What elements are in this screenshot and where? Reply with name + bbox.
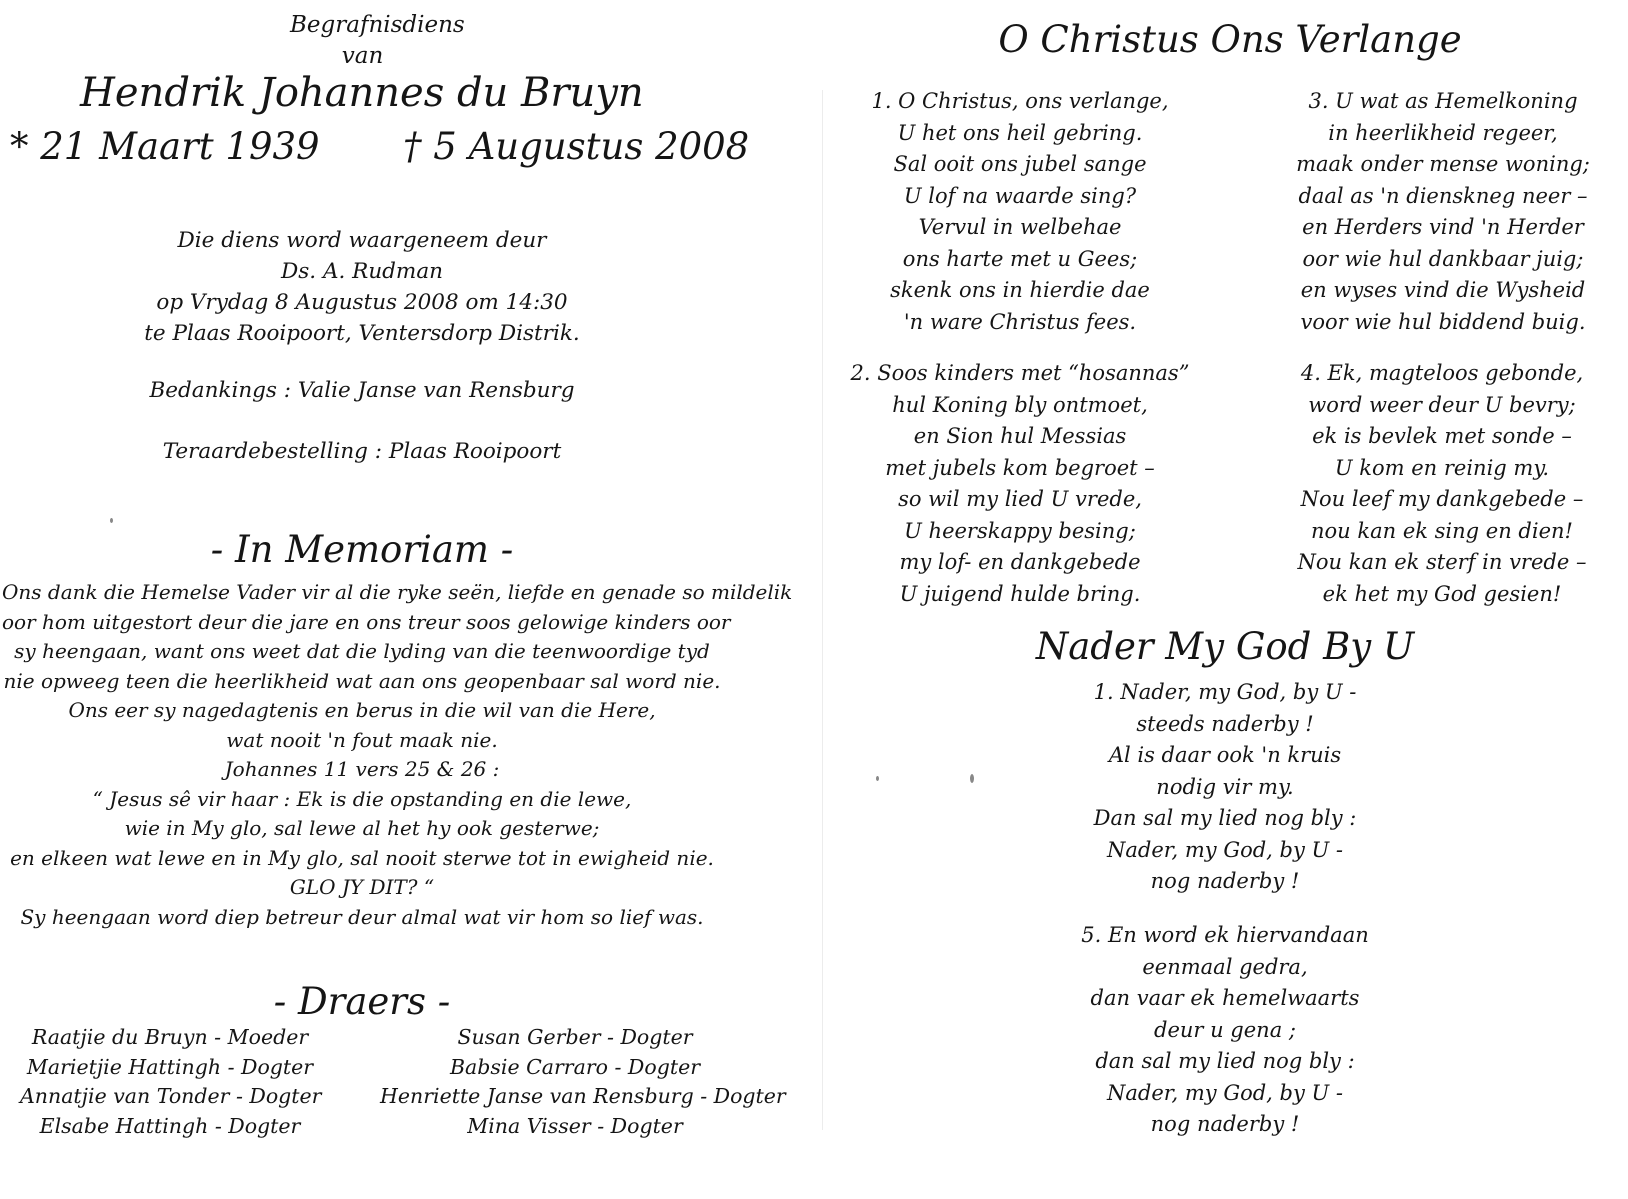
verse-line: nog naderby !	[1150, 869, 1300, 893]
bearer: Raatjie du Bruyn - Moeder	[31, 1025, 309, 1049]
verse-line: ek is bevlek met sonde –	[1312, 424, 1572, 448]
bearers-heading: - Draers -	[273, 980, 451, 1023]
verse-line: 3. U wat as Hemelkoning	[1308, 89, 1578, 113]
verse-line: U het ons heil gebring.	[897, 120, 1143, 145]
bearers-list-right	[380, 1023, 786, 1141]
service-details	[132, 225, 592, 349]
verse-line: Sal ooit ons jubel sange	[893, 152, 1147, 176]
memoriam-line: Ons dank die Hemelse Vader vir al die ryke seën, liefde en genade so mildelik	[2, 580, 793, 604]
verse-line: dan sal my lied nog bly :	[1095, 1049, 1355, 1073]
verse-line: en Sion hul Messias	[913, 424, 1127, 448]
service-title: Begrafnisdiens	[290, 12, 465, 38]
memoriam-heading: - In Memoriam -	[210, 528, 514, 571]
verse-line: steeds naderby !	[1136, 711, 1314, 736]
verse-line: Dan sal my lied nog bly :	[1093, 806, 1357, 830]
memoriam-line: nie opweeg teen die heerlikheid wat aan ons geopenbaar sal word nie.	[3, 668, 721, 693]
service-detail-line: op Vrydag 8 Augustus 2008 om 14:30	[156, 290, 568, 315]
memoriam-line: Sy heengaan word diep betreur deur almal wat vir hom so lief was.	[20, 904, 704, 929]
verse-line: deur u gena ;	[1154, 1017, 1296, 1042]
bearer: Mina Visser - Dogter	[467, 1113, 683, 1138]
memoriam-line: GLO JY DIT? “	[289, 875, 435, 899]
bearer: Elsabe Hattingh - Dogter	[39, 1113, 301, 1138]
verse-line: 4. Ek, magteloos gebonde,	[1300, 361, 1584, 385]
memoriam-line: “ Jesus sê vir haar : Ek is die opstanding en die lewe,	[92, 786, 632, 811]
right-page	[810, 0, 1628, 1199]
verse-line: nodig vir my.	[1156, 774, 1294, 799]
verse-line: dan vaar ek hemelwaarts	[1090, 986, 1360, 1010]
service-detail-line: Ds. A. Rudman	[281, 259, 443, 284]
verse-line: voor wie hul biddend buig.	[1300, 309, 1586, 334]
bearer: Marietjie Hattingh - Dogter	[26, 1054, 314, 1079]
deceased-name: Hendrik Johannes du Bruyn	[80, 70, 644, 116]
service-of: van	[341, 43, 384, 69]
memoriam-line: en elkeen wat lewe en in My glo, sal nooit sterwe tot in ewigheid nie.	[10, 845, 714, 870]
verse-line: met jubels kom begroet –	[885, 455, 1155, 480]
verse-line: so wil my lied U vrede,	[898, 487, 1142, 511]
verse-line: en Herders vind 'n Herder	[1302, 215, 1584, 239]
verse-line: Nader, my God, by U -	[1107, 1080, 1343, 1105]
service-detail-line: Die diens word waargeneem deur	[177, 228, 547, 253]
death-date: † 5 Augustus 2008	[403, 125, 750, 168]
memoriam-text	[2, 578, 793, 932]
verse-line: 1. O Christus, ons verlange,	[871, 89, 1169, 113]
verse-line: eenmaal gedra,	[1142, 954, 1308, 979]
verse-line: nog naderby !	[1150, 1112, 1300, 1136]
bearer: Babsie Carraro - Dogter	[449, 1054, 701, 1079]
birth-date: * 21 Maart 1939	[10, 125, 320, 168]
verse-line: oor wie hul dankbaar juig;	[1302, 246, 1584, 271]
verse-line: word weer deur U bevry;	[1308, 392, 1576, 417]
bearer: Henriette Janse van Rensburg - Dogter	[380, 1084, 786, 1108]
verse-line: U kom en reinig my.	[1334, 455, 1550, 480]
verse-line: ek het my God gesien!	[1322, 581, 1562, 606]
verse-line: en wyses vind die Wysheid	[1300, 278, 1586, 302]
verse-line: Nou kan ek sterf in vrede –	[1297, 550, 1587, 574]
verse-line: my lof- en dankgebede	[899, 550, 1141, 574]
bearer: Susan Gerber - Dogter	[457, 1025, 693, 1049]
memoriam-line: oor hom uitgestort deur die jare en ons treur soos gelowige kinders oor	[2, 609, 731, 634]
bearer: Annatjie van Tonder - Dogter	[20, 1084, 322, 1108]
memoriam-line: sy heengaan, want ons weet dat die lyding van die teenwoordige tyd	[14, 639, 710, 663]
paper-speck	[970, 774, 974, 783]
memoriam-line: Johannes 11 vers 25 & 26 :	[224, 757, 500, 781]
verse-line: U heerskappy besing;	[904, 518, 1136, 543]
paper-speck	[110, 518, 113, 523]
paper-speck	[876, 776, 879, 781]
thanks-line: Bedankings : Valie Janse van Rensburg	[149, 378, 575, 403]
verse-line: maak onder mense woning;	[1296, 152, 1590, 176]
verse-line: ons harte met u Gees;	[902, 246, 1138, 271]
left-page	[0, 0, 810, 1199]
verse-line: Nou leef my dankgebede –	[1300, 487, 1584, 511]
hymn1-stanza-1	[860, 86, 1180, 338]
hymn2-title: Nader My God By U	[1035, 625, 1415, 668]
memoriam-line: wie in My glo, sal lewe al het hy ook gesterwe;	[124, 816, 600, 840]
memoriam-line: Ons eer sy nagedagtenis en berus in die wil van die Here,	[68, 698, 656, 722]
verse-line: Vervul in welbehae	[918, 215, 1122, 239]
burial-line: Teraardebestelling : Plaas Rooipoort	[162, 439, 562, 464]
bearers-list-left	[20, 1023, 320, 1141]
verse-line: 2. Soos kinders met “hosannas”	[850, 361, 1190, 385]
hymn1-stanza-3	[1280, 86, 1606, 338]
verse-line: U juigend hulde bring.	[899, 581, 1141, 606]
verse-line: Al is daar ook 'n kruis	[1108, 743, 1342, 767]
service-detail-line: te Plaas Rooipoort, Ventersdorp Distrik.	[144, 321, 580, 346]
verse-line: 1. Nader, my God, by U -	[1093, 680, 1357, 704]
verse-line: hul Koning bly ontmoet,	[892, 392, 1148, 417]
hymn1-stanza-2	[850, 358, 1190, 610]
verse-line: in heerlikheid regeer,	[1328, 120, 1558, 145]
verse-line: 'n ware Christus fees.	[903, 309, 1137, 334]
verse-line: 5. En word ek hiervandaan	[1081, 923, 1369, 947]
memoriam-line: wat nooit 'n fout maak nie.	[226, 727, 498, 752]
hymn2-stanza-1	[1075, 677, 1375, 898]
verse-line: daal as 'n dienskneg neer –	[1298, 183, 1588, 208]
verse-line: nou kan ek sing en dien!	[1311, 518, 1573, 543]
verse-line: skenk ons in hierdie dae	[890, 278, 1150, 302]
hymn1-title: O Christus Ons Verlange	[998, 18, 1462, 61]
verse-line: Nader, my God, by U -	[1107, 837, 1343, 862]
hymn1-stanza-4	[1272, 358, 1612, 610]
verse-line: U lof na waarde sing?	[903, 183, 1137, 208]
hymn2-stanza-5	[1065, 920, 1385, 1141]
